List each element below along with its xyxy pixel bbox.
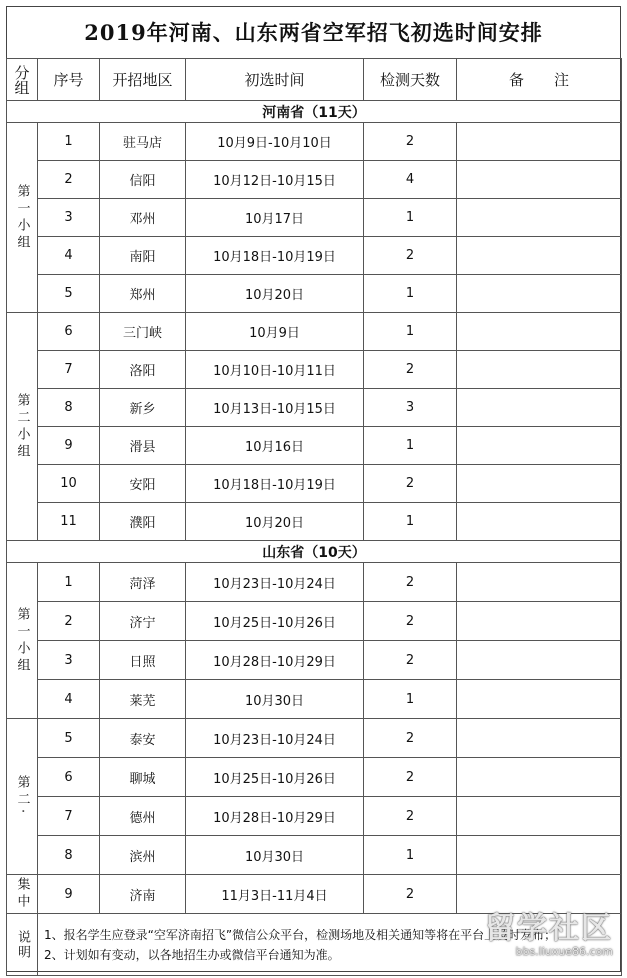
time-cell: 10月9日-10月10日 [186, 123, 364, 161]
region-cell: 莱芜 [100, 680, 186, 719]
days-cell: 2 [364, 563, 457, 602]
table-row [7, 313, 622, 351]
notes-label: 说明 [7, 914, 38, 976]
days-cell: 1 [364, 199, 457, 237]
seq-cell: 5 [38, 719, 100, 758]
remark-cell [457, 237, 622, 275]
header-region: 开招地区 [100, 59, 186, 101]
seq-cell: 5 [38, 275, 100, 313]
seq-cell: 4 [38, 237, 100, 275]
days-cell: 2 [364, 602, 457, 641]
seq-cell: 4 [38, 680, 100, 719]
region-cell: 新乡 [100, 389, 186, 427]
time-cell: 10月13日-10月15日 [186, 389, 364, 427]
seq-cell: 1 [38, 563, 100, 602]
remark-cell [457, 836, 622, 875]
remark-cell [457, 758, 622, 797]
days-cell: 1 [364, 275, 457, 313]
time-cell: 10月23日-10月24日 [186, 719, 364, 758]
header-days: 检测天数 [364, 59, 457, 101]
time-cell: 10月30日 [186, 836, 364, 875]
group-cell: 集中 [7, 875, 38, 914]
time-cell: 10月25日-10月26日 [186, 758, 364, 797]
header-seq: 序号 [38, 59, 100, 101]
table-row [7, 465, 622, 503]
table-row [7, 719, 622, 758]
time-cell: 10月23日-10月24日 [186, 563, 364, 602]
note-line-2: 2、计划如有变动，以各地招生办或微信平台通知为准。 [44, 947, 340, 962]
time-cell: 10月20日 [186, 503, 364, 541]
table-row [7, 680, 622, 719]
time-cell: 10月18日-10月19日 [186, 465, 364, 503]
province-label-henan: 河南省（11天） [7, 101, 622, 123]
remark-cell [457, 275, 622, 313]
region-cell: 郑州 [100, 275, 186, 313]
table-row [7, 602, 622, 641]
days-cell: 1 [364, 427, 457, 465]
watermark [485, 903, 613, 958]
remark-cell [457, 503, 622, 541]
seq-cell: 1 [38, 123, 100, 161]
time-cell: 10月9日 [186, 313, 364, 351]
watermark-logo-text: 留学社区 [485, 911, 613, 946]
seq-cell: 6 [38, 313, 100, 351]
days-cell: 2 [364, 237, 457, 275]
province-row-shandong [7, 541, 622, 563]
days-cell: 2 [364, 797, 457, 836]
time-cell: 10月18日-10月19日 [186, 237, 364, 275]
table-row [7, 237, 622, 275]
days-cell: 2 [364, 719, 457, 758]
remark-cell [457, 602, 622, 641]
time-cell: 10月17日 [186, 199, 364, 237]
table-row [7, 199, 622, 237]
group-cell: 第二· [7, 719, 38, 875]
remark-cell [457, 680, 622, 719]
remark-cell [457, 719, 622, 758]
remark-cell [457, 313, 622, 351]
note-line-1: 1、报名学生应登录“空军济南招飞”微信公众平台，检测场地及相关通知等将在平台上及时发布； [44, 927, 557, 942]
remark-cell [457, 797, 622, 836]
region-cell: 菏泽 [100, 563, 186, 602]
time-cell: 10月16日 [186, 427, 364, 465]
seq-cell: 3 [38, 641, 100, 680]
days-cell: 2 [364, 875, 457, 914]
remark-cell [457, 465, 622, 503]
time-cell: 10月28日-10月29日 [186, 797, 364, 836]
days-cell: 1 [364, 313, 457, 351]
days-cell: 2 [364, 641, 457, 680]
group-cell: 第一小组 [7, 563, 38, 719]
seq-cell: 8 [38, 389, 100, 427]
remark-cell [457, 641, 622, 680]
remark-cell [457, 199, 622, 237]
remark-cell [457, 351, 622, 389]
time-cell: 11月3日-11月4日 [186, 875, 364, 914]
region-cell: 南阳 [100, 237, 186, 275]
province-row-henan [7, 101, 622, 123]
table-row [7, 351, 622, 389]
table-row [7, 758, 622, 797]
header-remark: 备 注 [457, 59, 622, 101]
seq-cell: 10 [38, 465, 100, 503]
table-row [7, 797, 622, 836]
seq-cell: 2 [38, 602, 100, 641]
table-row [7, 641, 622, 680]
header-time: 初选时间 [186, 59, 364, 101]
remark-cell [457, 161, 622, 199]
table-row [7, 123, 622, 161]
seq-cell: 3 [38, 199, 100, 237]
days-cell: 3 [364, 389, 457, 427]
header-group: 分组 [7, 59, 38, 101]
days-cell: 1 [364, 503, 457, 541]
watermark-url: bbs.liuxue86.com [515, 945, 613, 958]
region-cell: 日照 [100, 641, 186, 680]
remark-cell [457, 123, 622, 161]
seq-cell: 6 [38, 758, 100, 797]
region-cell: 济宁 [100, 602, 186, 641]
table-row [7, 503, 622, 541]
days-cell: 1 [364, 836, 457, 875]
header-row [7, 59, 622, 101]
seq-cell: 2 [38, 161, 100, 199]
days-cell: 2 [364, 123, 457, 161]
remark-cell [457, 389, 622, 427]
days-cell: 4 [364, 161, 457, 199]
remark-cell [457, 563, 622, 602]
days-cell: 2 [364, 465, 457, 503]
region-cell: 济南 [100, 875, 186, 914]
days-cell: 1 [364, 680, 457, 719]
time-cell: 10月12日-10月15日 [186, 161, 364, 199]
seq-cell: 11 [38, 503, 100, 541]
table-row [7, 275, 622, 313]
schedule-table [6, 58, 622, 976]
table-row [7, 161, 622, 199]
region-cell: 滑县 [100, 427, 186, 465]
region-cell: 信阳 [100, 161, 186, 199]
table-row [7, 427, 622, 465]
time-cell: 10月20日 [186, 275, 364, 313]
province-label-shandong: 山东省（10天） [7, 541, 622, 563]
group-cell: 第二小组 [7, 313, 38, 541]
remark-cell [457, 427, 622, 465]
days-cell: 2 [364, 351, 457, 389]
table-row [7, 563, 622, 602]
table-row [7, 836, 622, 875]
seq-cell: 7 [38, 351, 100, 389]
time-cell: 10月10日-10月11日 [186, 351, 364, 389]
region-cell: 安阳 [100, 465, 186, 503]
table-row [7, 389, 622, 427]
region-cell: 邓州 [100, 199, 186, 237]
seq-cell: 8 [38, 836, 100, 875]
region-cell: 洛阳 [100, 351, 186, 389]
days-cell: 2 [364, 758, 457, 797]
time-cell: 10月30日 [186, 680, 364, 719]
region-cell: 驻马店 [100, 123, 186, 161]
region-cell: 滨州 [100, 836, 186, 875]
page-title: 2019年河南、山东两省空军招飞初选时间安排 [84, 20, 543, 45]
seq-cell: 7 [38, 797, 100, 836]
seq-cell: 9 [38, 875, 100, 914]
region-cell: 三门峡 [100, 313, 186, 351]
region-cell: 聊城 [100, 758, 186, 797]
time-cell: 10月25日-10月26日 [186, 602, 364, 641]
region-cell: 泰安 [100, 719, 186, 758]
group-cell: 第一小组 [7, 123, 38, 313]
region-cell: 濮阳 [100, 503, 186, 541]
region-cell: 德州 [100, 797, 186, 836]
time-cell: 10月28日-10月29日 [186, 641, 364, 680]
seq-cell: 9 [38, 427, 100, 465]
